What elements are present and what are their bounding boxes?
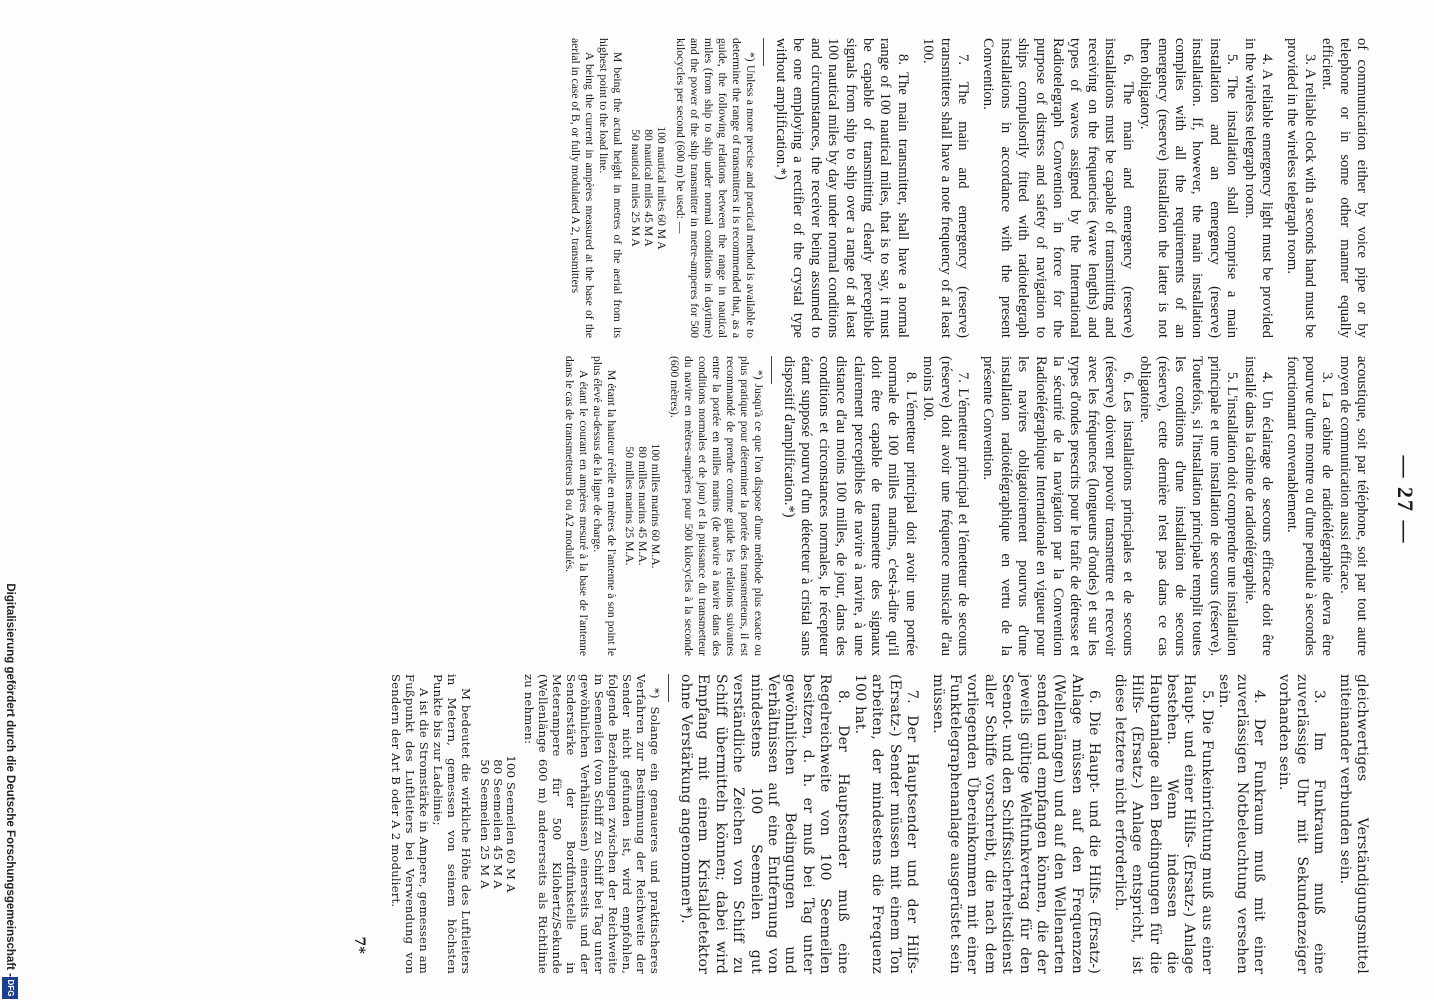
french-column: [562, 356, 1370, 656]
signature-mark: 7*: [350, 936, 367, 954]
footnote-m-definition: M bedeutet die wirkliche Höhe des Luftleiters in Metern, gemessen von seinem höchsten Punkte bis zur Ladelinie;: [430, 674, 473, 974]
range-row: 80 milles marins 45 M.A.: [635, 446, 649, 566]
footnote-intro: *) Solange ein genaueres und praktischeres Verfahren zur Bestimmung der Reichweite der Sender nicht gefunden ist, wird empfohlen, folgende Beziehungen zwischen der Reichweite in Seemeilen (von Schiff zu Schiff bei Tag unter gewöhnlichen Verhältnissen) einerseits und der Senderstärke der Bordfunkstelle in Meterampere für 500 Kilohertz/Sekunde (Wellenlänge 600 m) andererseits als Richtlinie zu nehmen:: [521, 674, 662, 974]
footnote-a-definition: A étant le courant en ampères mesuré à la base de l'antenne dans le cas de transmetteurs B ou A2 modulés.: [562, 356, 590, 656]
range-row: 50 nautical miles 25 M A: [628, 129, 642, 247]
footnote: [562, 356, 765, 656]
paragraph: 8. L'émetteur principal doit avoir une portée normale de 100 milles marins, c'est-à-dire qu'il doit être capable de transmettre des signaux clairement perceptibles de navire à navire, à une distance d'au moins 100 milles, de jour, dans des conditions et circonstances normales, le récepteur étant supposé pourvu d'un détecteur à cristal sans dispositif d'amplification.*): [781, 356, 919, 656]
paragraph: 7. Der Hauptsender und der Hilfs- (Ersatz-) Sender müssen mit einem Ton arbeiten, der mindestens die Frequenz 100 hat.: [852, 674, 921, 974]
paragraph: 3. Im Funkraum muß eine zuverlässige Uhr mit Sekundenzeiger vorhanden sein.: [1276, 674, 1328, 974]
paragraph: 7. L'émetteur principal et l'émetteur de secours (réserve) doit avoir une fréquence musicale d'au moins 100.: [920, 356, 972, 656]
range-row: 100 milles marins 60 M.A.: [648, 443, 662, 569]
range-row: 100 Seemeilen 60 M A: [503, 755, 518, 893]
paragraph: 5. L'installation doit comprendre une installation principale et une installation de secours (réserve). Toutefois, si l'installation principale remplit toutes les conditions d'une installation de secours (réserve), cette dernière n'est pas dans ce cas obligatoire.: [1137, 356, 1241, 656]
paragraph: 4. Der Funkraum muß mit einer zuverlässigen Notbeleuchtung versehen sein.: [1216, 674, 1267, 974]
paragraph: 8. The main transmitter, shall have a normal range of 100 nautical miles, that is to say, it must be capable of transmitting clearly perceptible signals from ship to ship over a range of at least 100 nautical miles by day under normal conditions and circumstances, the receiver being assumed to be one employing a rectifier of the crystal type without amplification.*): [773, 38, 911, 338]
footnote-a-definition: A ist die Stromstärke in Ampere, gemessen am Fußpunkt des Luftleiters bei Verwendung von Sendern der Art B oder A 2 moduliert.: [388, 674, 431, 974]
paragraph: 6. The main and emergency (reserve) installations must be capable of transmitting and receiving on the frequencies (wave lengths) and types of waves assigned by the International Radiotelegraph Convention in force for the purpose of distress and safety of navigation to ships compulsorily fitted with radiotelegraph installations in accordance with the present Convention.: [980, 38, 1136, 338]
paragraph: 4. Un éclairage de secours efficace doit être installé dans la cabine de radiotélégraphie.: [1241, 356, 1275, 656]
range-table: [478, 674, 517, 974]
paragraph: acoustique, soit par téléphone, soit par tout autre moyen de communication aussi efficace.: [1336, 356, 1370, 656]
paragraph: 6. Les installations principales et de secours (réserve) doivent pouvoir transmettre et recevoir avec les fréquences (longueurs d'ondes) et sur les types d'ondes prescrits pour le trafic de détresse et la sécurité de la navigation par la Convention Radiotélégraphique Internationale en vigueur pour les navires obligatoirement pourvus d'une installation radiotélégraphique en vertu de la présente Convention.: [980, 356, 1136, 656]
footnote-rule: [668, 674, 669, 702]
paragraph: 6. Die Haupt- und die Hilfs- (Ersatz-) Anlage müssen auf den Frequenzen (Wellenlängen) und auf den Wellenarten senden und empfangen können, die der jeweils gültige Weltfunkvertrag für den Seenot- und den Schiffssicherheitsdienst aller Schiffe vorschreibt, die nach dem vorliegenden Übereinkommen mit einer Funktelegraphenanlage ausgerüstet sein müssen.: [929, 674, 1103, 974]
footnote-a-definition: A being the current in ampères measured at the base of the aerial in case of B, or fully modulated A 2, transmitters: [568, 38, 596, 338]
paragraph: 3. A reliable clock with a seconds hand must be provided in the wireless telegraph room.: [1284, 38, 1318, 338]
paragraph: 8. Der Hauptsender muß eine Regelreichweite von 100 Seemeilen besitzen, d. h. er muß bei Tag unter gewöhnlichen Bedingungen und Verhältnissen auf eine Entfernung von mindestens 100 Seemeilen gut verständliche Zeichen von Schiff zu Schiff übermitteln können; dabei wird Empfang mit einem Kristalldetektor ohne Verstärkung angenommen*).: [677, 674, 851, 974]
digitization-credit: Digitalisierung gefördert durch die Deutsche Forschungsgemeinschaft -: [4, 583, 16, 977]
paragraph: of communication either by voice pipe or by telephone or in some other manner equally efficient.: [1319, 38, 1370, 338]
range-row: 100 nautical miles 60 M A: [654, 126, 668, 250]
page-number: — 27 —: [1393, 455, 1418, 545]
footnote-m-definition: M étant la hauteur réelle en mètres de l'antenne à son point le plus élevé au-dessus de la ligne de charge.: [590, 356, 618, 656]
range-row: 50 milles marins 25 M.A.: [622, 446, 636, 566]
range-row: 50 Seemeilen 25 M A: [477, 759, 492, 889]
paragraph: 4. A reliable emergency light must be provided in the wireless telegraph room.: [1241, 38, 1275, 338]
footnote-m-definition: M being the actual height in metres of the aerial from its highest point to the load line.: [596, 38, 624, 338]
footnote-rule: [763, 38, 764, 66]
range-table: [629, 38, 668, 338]
footer: [0, 1, 40, 1001]
footnote: [389, 674, 662, 974]
footnote-intro: *) Unless a more precise and practical method is available to determine the range of transmitters it is recommended that, as a guide, the following relations between the range in nautical miles (from ship to ship under normal conditions in daytime) and the power of the ship transmitter in metre-amperes for 500 kilocycles per second (600 m) be used: —: [673, 38, 757, 338]
paragraph: 5. The installation shall comprise a main installation and an emergency (reserve) installation. If, however, the main installation complies with all the requirements of an emergency (reserve) installation the latter is not then obligatory.: [1137, 38, 1241, 338]
paragraph: gleichwertiges Verständigungsmittel miteinander verbunden sein.: [1336, 674, 1370, 974]
english-column: [568, 38, 1370, 338]
paragraph: 7. The main and emergency (reserve) transmitters shall have a note frequency of at least 100.: [920, 38, 972, 338]
paragraph: 5. Die Funkeinrichtung muß aus einer Haupt- und einer Hilfs- (Ersatz-) Anlage bestehen. Wenn indessen die Hauptanlage allen Bedingungen für die Hilfs- (Ersatz-) Anlage entspricht, ist diese letztere nicht erforderlich.: [1111, 674, 1215, 974]
paragraph: 3. La cabine de radiotélégraphie devra être pourvue d'une montre ou d'une pendule à secondes fonctionnant convenablement.: [1284, 356, 1336, 656]
range-row: 80 nautical miles 45 M A: [641, 129, 655, 247]
footnote-rule: [771, 356, 772, 384]
range-row: 80 Seemeilen 45 M A: [490, 759, 505, 889]
footnote: [568, 38, 757, 338]
german-column: [349, 674, 1370, 974]
footnote-intro: *) Jusqu'à ce que l'on dispose d'une méthode plus exacte ou plus pratique pour déterminer la portée des transmetteurs, il est recommandé de prendre comme guide les relations suivantes entre la portée en milles marins (de navire à navire dans des conditions normales et de jour) et la puissance du transmetteur du navire en mètres-ampères pour 500 kilocycles à la seconde (600 mètres).: [667, 356, 765, 656]
range-table: [623, 356, 662, 656]
dfg-logo: DFG: [2, 977, 18, 999]
